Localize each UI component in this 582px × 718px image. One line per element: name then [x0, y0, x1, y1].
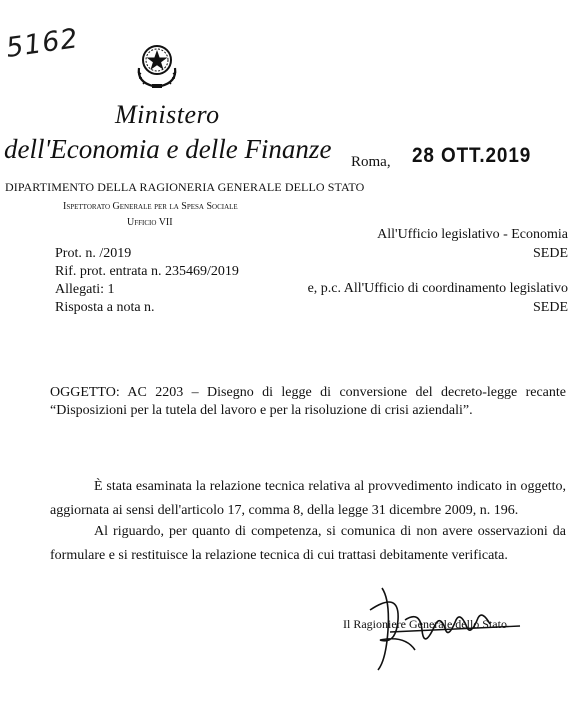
- body-paragraph-1: È stata esaminata la relazione tecnica relativa al provvedimento indicato in oggetto, aggiornata ai sensi dell'articolo 17, comma 8, della legge 31 dicembre 2009, n. 196.: [50, 479, 566, 518]
- recipient-cc-office: e, p.c. All'Ufficio di coordinamento legislativo: [307, 281, 568, 296]
- recipient-main-office: All'Ufficio legislativo - Economia: [377, 227, 568, 242]
- office-name: Ufficio VII: [127, 217, 173, 228]
- protocol-reference: Rif. prot. entrata n. 235469/2019: [55, 264, 239, 279]
- handwritten-signature: [360, 580, 530, 675]
- handwritten-protocol-number: 5162: [4, 23, 81, 64]
- recipient-main-sede: SEDE: [533, 246, 568, 261]
- place-label: Roma,: [351, 154, 391, 170]
- signature-caption: Il Ragioniere Generale dello Stato: [343, 617, 507, 631]
- ministry-title-line1: Ministero: [115, 100, 220, 129]
- italian-republic-emblem-icon: [133, 38, 181, 90]
- body-paragraph-2: Al riguardo, per quanto di competenza, si comunica di non avere osservazioni da formulare e si restituisce la relazione tecnica di cui trattasi debitamente verificata.: [50, 524, 566, 563]
- department-name: DIPARTIMENTO DELLA RAGIONERIA GENERALE DELLO STATO: [5, 180, 365, 194]
- attachments-count: Allegati: 1: [55, 282, 115, 297]
- reply-to-note: Risposta a nota n.: [55, 300, 155, 315]
- inspectorate-name: Ispettorato Generale per la Spesa Sociale: [63, 201, 238, 212]
- date-stamp: 28 OTT.2019: [412, 144, 532, 167]
- ministry-title-line2: dell'Economia e delle Finanze: [4, 134, 332, 164]
- recipient-cc-sede: SEDE: [533, 300, 568, 315]
- protocol-number: Prot. n. /2019: [55, 246, 132, 261]
- subject-text: OGGETTO: AC 2203 – Disegno di legge di conversione del decreto-legge recante “Disposizioni per la tutela del lavoro e per la risoluzione di crisi aziendali”.: [50, 385, 566, 418]
